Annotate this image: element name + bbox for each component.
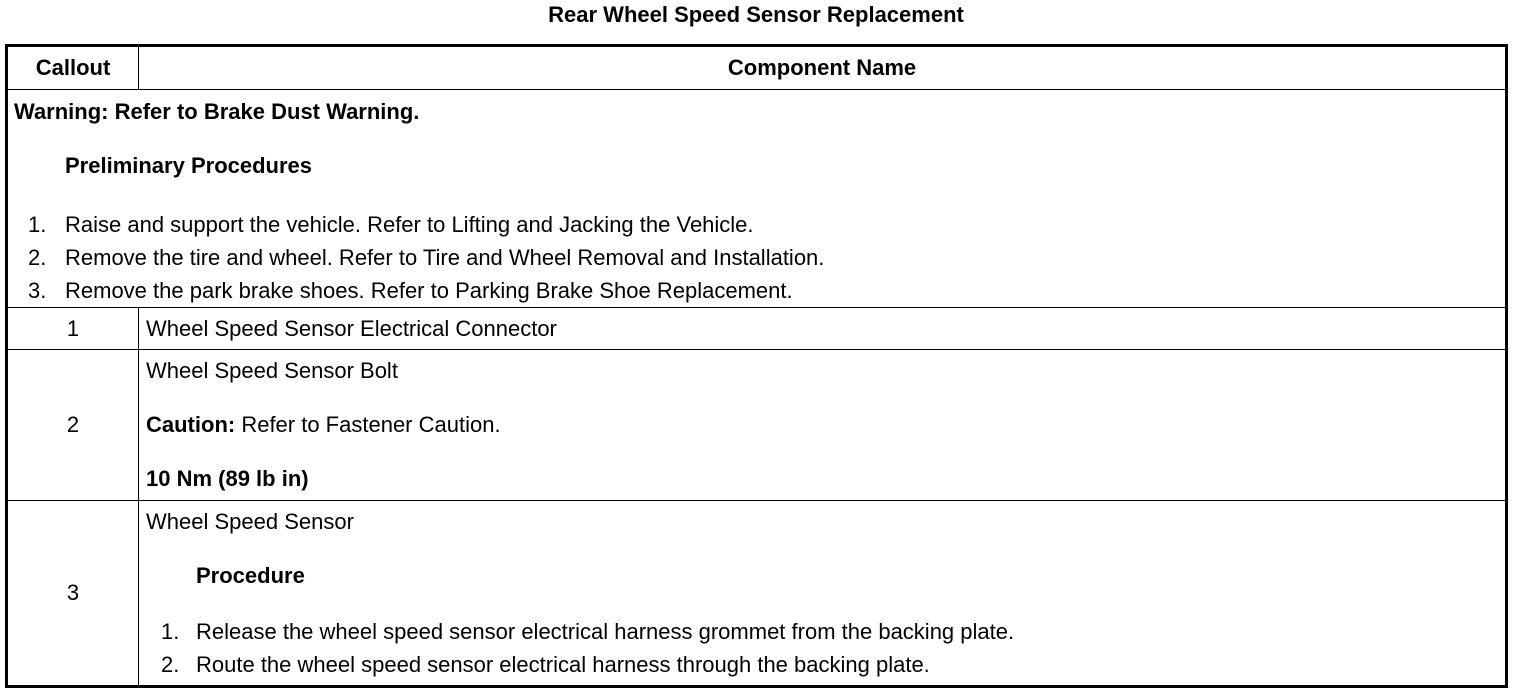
table-header-row bbox=[7, 46, 1507, 90]
procedure-step bbox=[146, 615, 1505, 648]
step-number: 1. bbox=[28, 212, 47, 237]
step-text: Raise and support the vehicle. Refer to Lifting and Jacking the Vehicle. bbox=[65, 212, 754, 237]
caution-text: Refer to Fastener Caution. bbox=[235, 412, 501, 437]
step-text: Route the wheel speed sensor electrical harness through the backing plate. bbox=[196, 652, 930, 677]
component-table bbox=[5, 44, 1508, 688]
procedure-step bbox=[146, 648, 1505, 681]
procedure-heading: Procedure bbox=[196, 563, 305, 588]
torque-spec: 10 Nm (89 lb in) bbox=[146, 466, 309, 491]
step-text: Release the wheel speed sensor electrical harness grommet from the backing plate. bbox=[196, 619, 1015, 644]
page-title: Rear Wheel Speed Sensor Replacement bbox=[548, 2, 964, 27]
table-row bbox=[7, 501, 1507, 687]
callout-header: Callout bbox=[7, 46, 139, 90]
step-number: 1. bbox=[161, 619, 180, 644]
component-name: Wheel Speed Sensor bbox=[146, 509, 354, 534]
caution-label: Caution: bbox=[146, 412, 236, 437]
fastener-caution bbox=[146, 412, 1505, 438]
preliminary-row bbox=[7, 90, 1507, 308]
preliminary-step bbox=[8, 274, 1505, 307]
procedure-steps bbox=[146, 615, 1505, 681]
preliminary-step bbox=[8, 208, 1505, 241]
preliminary-step bbox=[8, 241, 1505, 274]
step-text: Remove the park brake shoes. Refer to Parking Brake Shoe Replacement. bbox=[65, 278, 793, 303]
component-name: Wheel Speed Sensor Bolt bbox=[146, 358, 398, 383]
table-row bbox=[7, 350, 1507, 501]
preliminary-steps bbox=[8, 208, 1505, 307]
step-number: 3. bbox=[28, 278, 47, 303]
step-number: 2. bbox=[28, 245, 47, 270]
preliminary-heading: Preliminary Procedures bbox=[65, 153, 313, 178]
preliminary-cell bbox=[7, 90, 1507, 308]
component-name: Wheel Speed Sensor Electrical Connector bbox=[139, 308, 1507, 350]
component-cell bbox=[139, 350, 1507, 501]
component-name-header: Component Name bbox=[139, 46, 1507, 90]
step-text: Remove the tire and wheel. Refer to Tire and Wheel Removal and Installation. bbox=[65, 245, 825, 270]
callout-number: 1 bbox=[7, 308, 139, 350]
component-cell bbox=[139, 501, 1507, 687]
step-number: 2. bbox=[161, 652, 180, 677]
table-row bbox=[7, 308, 1507, 350]
callout-number: 2 bbox=[7, 350, 139, 501]
callout-number: 3 bbox=[7, 501, 139, 687]
brake-dust-warning: Warning: Refer to Brake Dust Warning. bbox=[14, 99, 420, 124]
